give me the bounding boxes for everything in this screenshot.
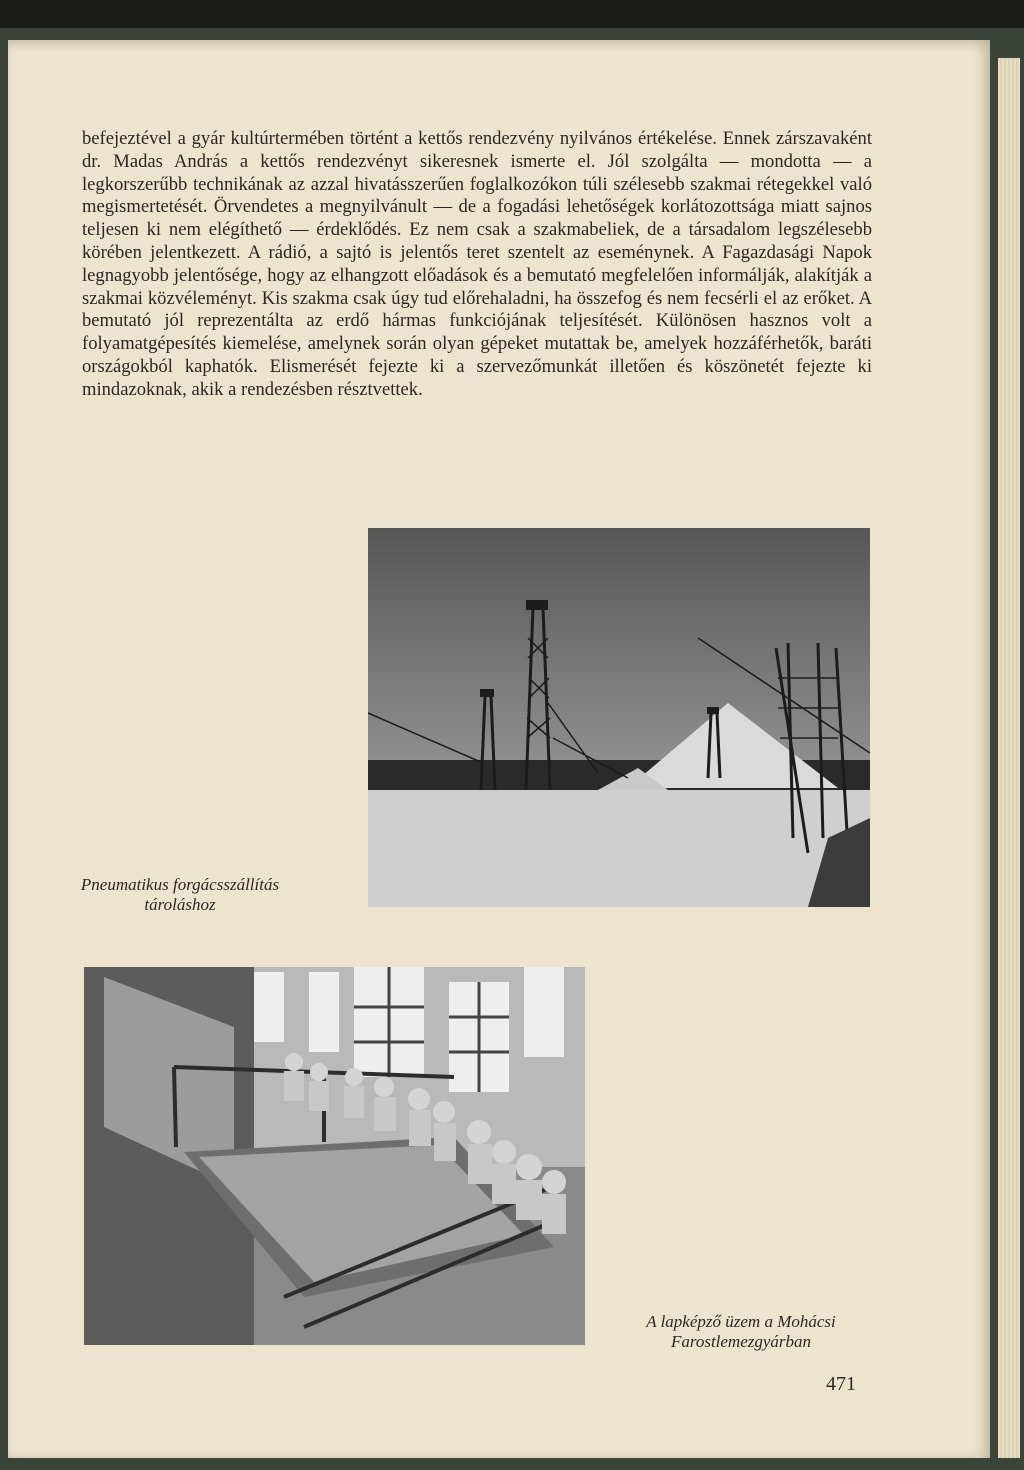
caption-photo-1: Pneumatikus forgácsszállítás tároláshoz [80,875,280,914]
page-number: 471 [826,1373,856,1395]
photo-pneumatic-chip-transport [368,528,870,907]
photo-sheet-forming-plant [84,967,585,1345]
body-paragraph: befejeztével a gyár kultúrtermében történt a kettős rendezvény nyilvános értékelése. Ennek zárszavaként dr. Madas András a kettős rendezvényt sikeresnek ismerte el. Jól szolgálta — mondotta — a legkorszerűbb technikának az azzal hivatásszerűen foglalkozókon túli szélesebb szakmai rétegekkel való megismertetését. Örvendetes a megnyilvánult — de a fogadási lehetőségek korlátozottsága miatt sajnos teljesen ki nem elégíthető — érdeklődés. Ez nem csak a szakmabeliek, de a társadalom legszélesebb körében jelentkezett. A rádió, a sajtó is jelentős teret szentelt az eseménynek. A Fagazdasági Napok legnagyobb jelentősége, hogy az elhangzott előadások és a bemutató megfelelően informálják, alakítják a szakmai közvéleményt. Kis szakma csak úgy tud előrehaladni, ha összefog és nem fecsérli el az erőket. A bemutató jól reprezentálta az erdő hármas funkciójának teljesítését. Különösen hasznos volt a folyamatgépesítés kiemelése, amelynek során olyan gépeket mutattak be, amelyek hozzáférhetők, baráti országokból kaphatók. Elismerését fejezte ki a szervezőmunkát illetően és köszönetét fejezte ki mindazoknak, akik a rendezésben résztvettek. [82,128,872,400]
caption-photo-2: A lapképző üzem a Mohácsi Farostlemezgyárban [646,1312,836,1351]
page-edges [998,58,1020,1458]
